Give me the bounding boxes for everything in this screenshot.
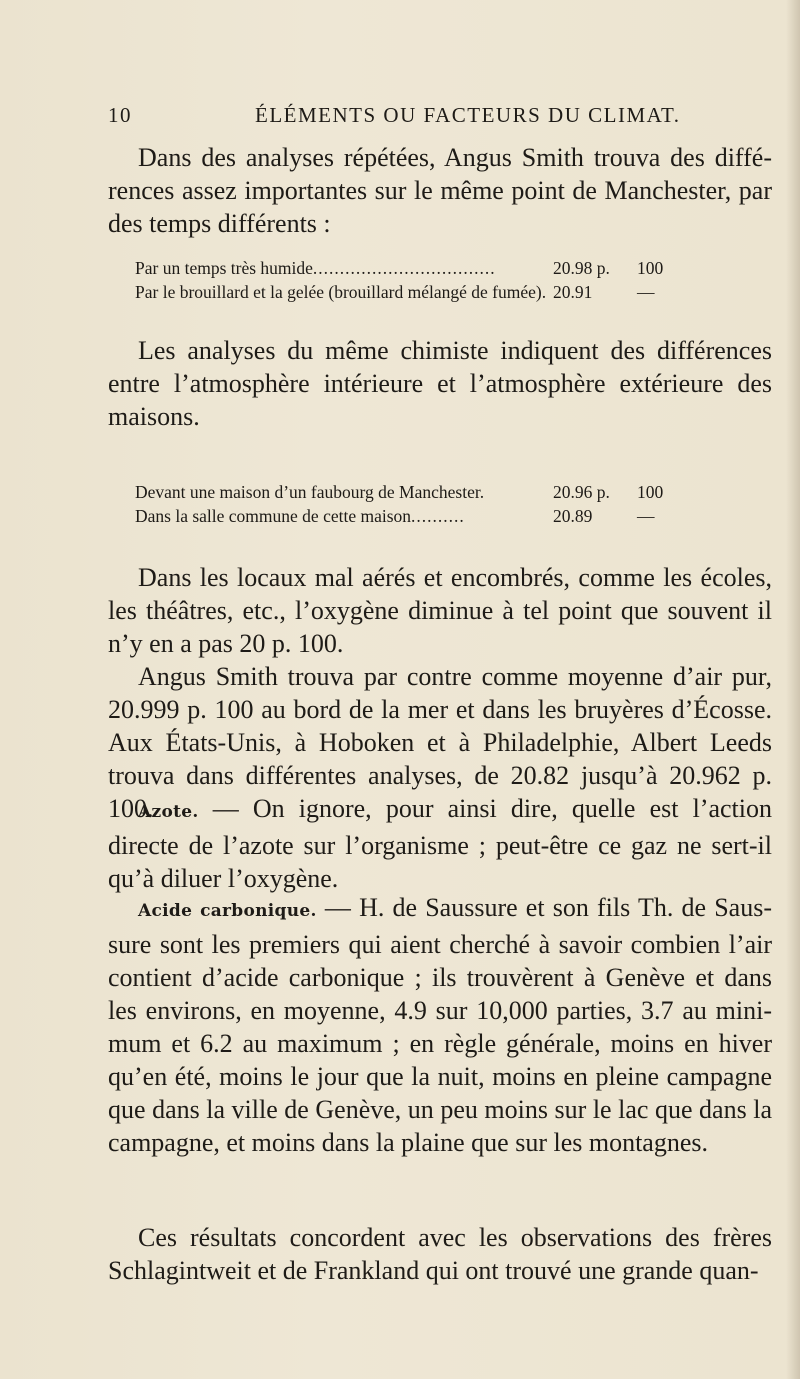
paragraph-interior-exterior: Les analyses du même chimiste indiquent des différences entre l’atmosphère intérieure et l’atmosphère extérieure des maisons.	[108, 336, 772, 431]
table-row-label: Dans la salle commune de cette maison..........	[135, 506, 465, 526]
table-row-unit: 100	[637, 482, 664, 502]
paragraph-azote-text: — On ignore, pour ainsi dire, quelle est l’action directe de l’azote sur l’organisme ; peut-être ce gaz ne sert-il qu’à diluer l’oxygène.	[108, 794, 772, 893]
table-row	[135, 256, 765, 280]
table-row-label: Par un temps très humide..................................	[135, 258, 496, 278]
table-row-value: 20.96 p.	[553, 482, 610, 502]
table-interior-exterior	[135, 480, 765, 528]
running-header	[108, 103, 728, 133]
table-row-label: Par le brouillard et la gelée (brouillard mélangé de fumée).	[135, 282, 547, 302]
page-number: 10	[108, 103, 132, 127]
page-edge-shadow	[786, 0, 800, 1379]
table-humidity-oxygen	[135, 256, 765, 304]
paragraph-carbonic-acid	[108, 891, 772, 1159]
table-row-unit: —	[637, 282, 655, 302]
runin-heading-azote: Azote.	[138, 802, 199, 822]
table-row	[135, 280, 765, 304]
table-row	[135, 480, 765, 504]
runin-heading-carbonic-acid: Acide carbonique.	[138, 901, 317, 921]
table-row-value: 20.98 p.	[553, 258, 610, 278]
paragraph-manchester-analyses: Dans des analyses répétées, Angus Smith trouva des différences assez importantes sur le même point de Manchester, par des temps différents :	[108, 143, 772, 238]
paragraph-azote	[108, 792, 772, 895]
paragraph-pure-air-averages: Angus Smith trouva par contre comme moyenne d’air pur, 20.999 p. 100 au bord de la mer et dans les bruyères d’Écosse. Aux États-Unis, à Hoboken et à Philadelphie, Albert Leeds trouva dans différentes analyses, de 20.82 jusqu’à 20.962 p. 100.	[108, 662, 772, 823]
paragraph-carbonic-acid-text: — H. de Saussure et son fils Th. de Saussure sont les premiers qui aient cherché à savoir combien l’air contient d’acide carbonique ; ils trouvèrent à Genève et dans les environs, en moyenne, 4.9 sur 10,000 parties, 3.7 au minimum et 6.2 au maximum ; en règle générale, moins en hiver qu’en été, moins le jour que la nuit, moins en pleine campagne que dans la ville de Genève, un peu moins sur le lac que dans la campagne, et moins dans la plaine que sur les montagnes.	[108, 893, 772, 1157]
running-title: ÉLÉMENTS OU FACTEURS DU CLIMAT.	[255, 103, 681, 127]
table-row-value: 20.89	[553, 506, 593, 526]
paragraph-poorly-ventilated-rooms: Dans les locaux mal aérés et encombrés, comme les écoles, les théâtres, etc., l’oxygène diminue à tel point que souvent il n’y en a pas 20 p. 100.	[108, 563, 772, 658]
paragraph-schlagintweit-frankland: Ces résultats concordent avec les observations des frères Schlagintweit et de Frankland qui ont trouvé une grande quan-	[108, 1223, 772, 1285]
table-row-label: Devant une maison d’un faubourg de Manchester.	[135, 482, 485, 502]
table-row	[135, 504, 765, 528]
table-row-unit: —	[637, 506, 655, 526]
table-row-unit: 100	[637, 258, 664, 278]
table-row-value: 20.91	[553, 282, 593, 302]
